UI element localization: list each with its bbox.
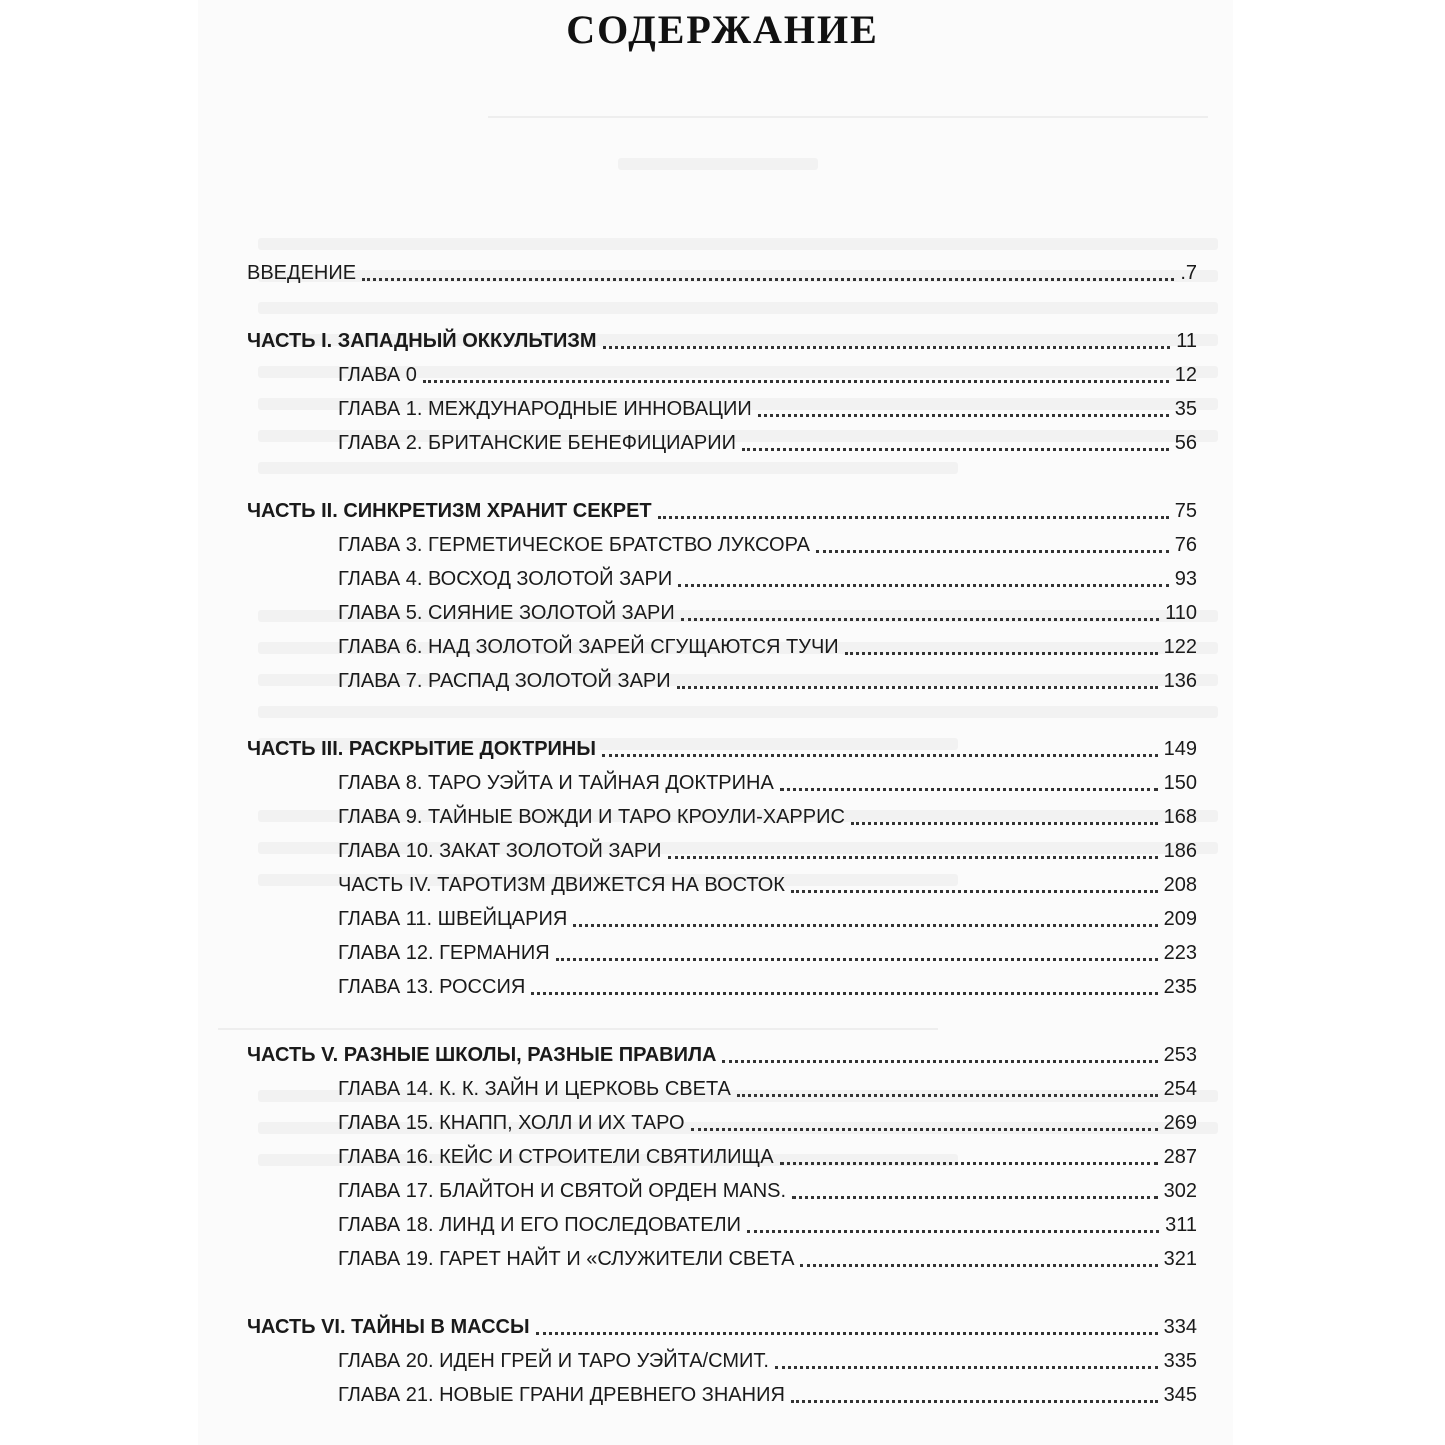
toc-chapter-5 [247, 596, 1197, 630]
dot-leader [747, 1229, 1159, 1233]
toc-chapter-0 [247, 358, 1197, 392]
toc-page-number: 311 [1165, 1214, 1197, 1236]
dot-leader [423, 379, 1169, 383]
dot-leader [681, 617, 1159, 621]
toc-entry-label: ГЛАВА 9. ТАЙНЫЕ ВОЖДИ И ТАРО КРОУЛИ-ХАРРИС [338, 806, 845, 828]
dot-leader [816, 549, 1169, 553]
toc-entry-introduction [247, 256, 1197, 290]
toc-page-number: 321 [1163, 1248, 1197, 1270]
toc-entry-label: ЧАСТЬ I. ЗАПАДНЫЙ ОККУЛЬТИЗМ [247, 330, 597, 352]
toc-page-number: 75 [1174, 500, 1197, 522]
toc-entry-label: ГЛАВА 14. К. К. ЗАЙН И ЦЕРКОВЬ СВЕТА [338, 1078, 731, 1100]
toc-entry-label: ГЛАВА 15. КНАПП, ХОЛЛ И ИХ ТАРО [338, 1112, 685, 1134]
dot-leader [737, 1093, 1158, 1097]
toc-page-number: 302 [1163, 1180, 1197, 1202]
toc-entry-label: ГЛАВА 4. ВОСХОД ЗОЛОТОЙ ЗАРИ [338, 568, 673, 590]
dot-leader [775, 1365, 1158, 1369]
toc-entry-label: ЧАСТЬ V. РАЗНЫЕ ШКОЛЫ, РАЗНЫЕ ПРАВИЛА [247, 1044, 717, 1066]
toc-entry-label: ГЛАВА 20. ИДЕН ГРЕЙ И ТАРО УЭЙТА/СМИТ. [338, 1350, 769, 1372]
toc-chapter-4 [247, 562, 1197, 596]
dot-leader [792, 1195, 1158, 1199]
toc-page-number: 56 [1174, 432, 1197, 454]
table-of-contents [247, 256, 1197, 1412]
toc-page-number: 334 [1163, 1316, 1197, 1338]
toc-page-number: 209 [1163, 908, 1197, 930]
dot-leader [668, 855, 1158, 859]
toc-part-1 [247, 324, 1197, 358]
dot-leader [691, 1127, 1158, 1131]
toc-page-number: .7 [1180, 262, 1197, 284]
toc-entry-label: ГЛАВА 19. ГАРЕТ НАЙТ И «СЛУЖИТЕЛИ СВЕТА [338, 1248, 795, 1270]
toc-entry-label: ГЛАВА 8. ТАРО УЭЙТА И ТАЙНАЯ ДОКТРИНА [338, 772, 774, 794]
toc-part-3 [247, 732, 1197, 766]
toc-chapter-18 [247, 1208, 1197, 1242]
toc-entry-label: ЧАСТЬ VI. ТАЙНЫ В МАССЫ [247, 1316, 530, 1338]
dot-leader [780, 787, 1158, 791]
dot-leader [603, 345, 1171, 349]
toc-entry-label: ГЛАВА 0 [338, 364, 417, 386]
toc-chapter-11 [247, 902, 1197, 936]
dot-leader [573, 923, 1157, 927]
toc-entry-label: ГЛАВА 3. ГЕРМЕТИЧЕСКОЕ БРАТСТВО ЛУКСОРА [338, 534, 810, 556]
toc-page-number: 253 [1163, 1044, 1197, 1066]
toc-page-number: 12 [1174, 364, 1197, 386]
toc-page-number: 149 [1163, 738, 1197, 760]
toc-entry-label: ВВЕДЕНИЕ [247, 262, 357, 284]
toc-page-number: 335 [1163, 1350, 1197, 1372]
toc-page-number: 287 [1163, 1146, 1197, 1168]
dot-leader [800, 1263, 1157, 1267]
toc-entry-label: ГЛАВА 10. ЗАКАТ ЗОЛОТОЙ ЗАРИ [338, 840, 662, 862]
toc-page-number: 35 [1174, 398, 1197, 420]
dot-leader [677, 685, 1158, 689]
toc-page-number: 208 [1163, 874, 1197, 896]
toc-chapter-2 [247, 426, 1197, 460]
toc-entry-label: ГЛАВА 1. МЕЖДУНАРОДНЫЕ ИННОВАЦИИ [338, 398, 752, 420]
dot-leader [780, 1161, 1158, 1165]
toc-chapter-13 [247, 970, 1197, 1004]
dot-leader [531, 991, 1157, 995]
toc-page-number: 11 [1176, 330, 1197, 352]
toc-chapter-20 [247, 1344, 1197, 1378]
toc-entry-label: ГЛАВА 21. НОВЫЕ ГРАНИ ДРЕВНЕГО ЗНАНИЯ [338, 1384, 785, 1406]
toc-chapter-1 [247, 392, 1197, 426]
toc-chapter-6 [247, 630, 1197, 664]
dot-leader [678, 583, 1169, 587]
dot-leader [758, 413, 1169, 417]
dot-leader [556, 957, 1158, 961]
dot-leader [658, 515, 1169, 519]
toc-page-number: 150 [1163, 772, 1197, 794]
toc-entry-label: ГЛАВА 17. БЛАЙТОН И СВЯТОЙ ОРДЕН MANS. [338, 1180, 787, 1202]
toc-page-number: 110 [1165, 602, 1197, 624]
toc-chapter-9 [247, 800, 1197, 834]
dot-leader [362, 277, 1174, 281]
toc-page-number: 269 [1163, 1112, 1197, 1134]
toc-chapter-10 [247, 834, 1197, 868]
dot-leader [791, 1399, 1158, 1403]
toc-chapter-7 [247, 664, 1197, 698]
toc-entry-label: ГЛАВА 2. БРИТАНСКИЕ БЕНЕФИЦИАРИИ [338, 432, 736, 454]
toc-page-number: 254 [1163, 1078, 1197, 1100]
toc-page-number: 168 [1163, 806, 1197, 828]
toc-page-number: 186 [1163, 840, 1197, 862]
toc-part-2 [247, 494, 1197, 528]
toc-entry-label: ГЛАВА 12. ГЕРМАНИЯ [338, 942, 550, 964]
toc-chapter-8 [247, 766, 1197, 800]
toc-entry-label: ГЛАВА 5. СИЯНИЕ ЗОЛОТОЙ ЗАРИ [338, 602, 675, 624]
toc-chapter-19 [247, 1242, 1197, 1276]
toc-page-number: 122 [1163, 636, 1197, 658]
toc-chapter-17 [247, 1174, 1197, 1208]
toc-page-number: 76 [1174, 534, 1197, 556]
toc-page-number: 93 [1174, 568, 1197, 590]
toc-part-5 [247, 1038, 1197, 1072]
toc-entry-label: ЧАСТЬ IV. ТАРОТИЗМ ДВИЖЕТСЯ НА ВОСТОК [338, 874, 785, 896]
toc-page-number: 345 [1163, 1384, 1197, 1406]
toc-chapter-14 [247, 1072, 1197, 1106]
toc-entry-label: ГЛАВА 7. РАСПАД ЗОЛОТОЙ ЗАРИ [338, 670, 671, 692]
dot-leader [845, 651, 1158, 655]
toc-part-4 [247, 868, 1197, 902]
dot-leader [742, 447, 1169, 451]
dot-leader [722, 1059, 1157, 1063]
toc-part-6 [247, 1310, 1197, 1344]
dot-leader [791, 889, 1158, 893]
toc-entry-label: ЧАСТЬ II. СИНКРЕТИЗМ ХРАНИТ СЕКРЕТ [247, 500, 652, 522]
dot-leader [851, 821, 1158, 825]
toc-page-number: 223 [1163, 942, 1197, 964]
page-title: СОДЕРЖАНИЕ [566, 7, 879, 52]
toc-chapter-21 [247, 1378, 1197, 1412]
toc-entry-label: ГЛАВА 13. РОССИЯ [338, 976, 526, 998]
dot-leader [602, 753, 1158, 757]
toc-page-number: 235 [1163, 976, 1197, 998]
toc-entry-label: ЧАСТЬ III. РАСКРЫТИЕ ДОКТРИНЫ [247, 738, 596, 760]
toc-entry-label: ГЛАВА 16. КЕЙС И СТРОИТЕЛИ СВЯТИЛИЩА [338, 1146, 774, 1168]
toc-entry-label: ГЛАВА 18. ЛИНД И ЕГО ПОСЛЕДОВАТЕЛИ [338, 1214, 742, 1236]
toc-page-number: 136 [1163, 670, 1197, 692]
toc-entry-label: ГЛАВА 11. ШВЕЙЦАРИЯ [338, 908, 568, 930]
toc-entry-label: ГЛАВА 6. НАД ЗОЛОТОЙ ЗАРЕЙ СГУЩАЮТСЯ ТУЧИ [338, 636, 839, 658]
toc-chapter-15 [247, 1106, 1197, 1140]
toc-chapter-16 [247, 1140, 1197, 1174]
dot-leader [536, 1331, 1158, 1335]
toc-chapter-12 [247, 936, 1197, 970]
toc-chapter-3 [247, 528, 1197, 562]
